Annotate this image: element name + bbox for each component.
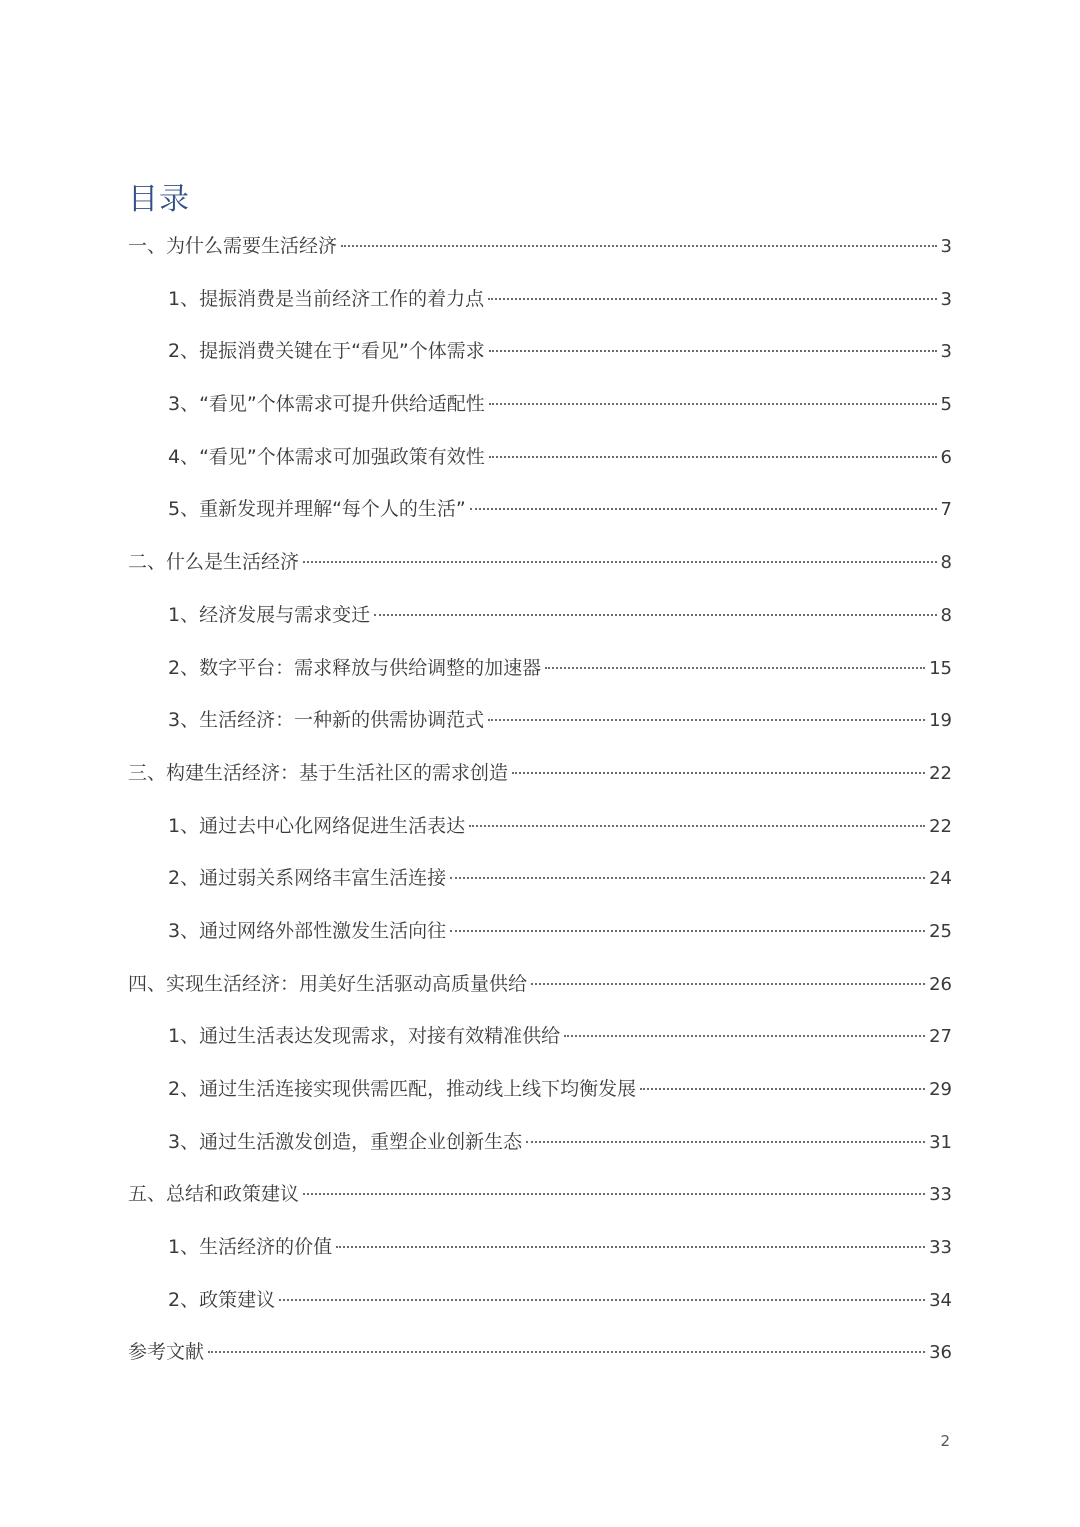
toc-entry-page: 29 xyxy=(929,1079,952,1100)
toc-entry-text: 1、通过去中心化网络促进生活表达 xyxy=(168,814,466,837)
toc-entry-text: 2、通过生活连接实现供需匹配，推动线上线下均衡发展 xyxy=(168,1078,637,1100)
toc-entry-text: 参考文献 xyxy=(128,1341,205,1364)
toc-entry-page: 31 xyxy=(929,1131,952,1153)
toc-dot-leader xyxy=(336,1246,925,1248)
toc-subsection-entry[interactable] xyxy=(128,1221,952,1274)
toc-entry-text: 三、构建生活经济：基于生活社区的需求创造 xyxy=(128,761,509,784)
toc-subsection-entry[interactable] xyxy=(128,1116,952,1169)
toc-section-entry[interactable] xyxy=(128,220,952,273)
toc-entry-text: 一、为什么需要生活经济 xyxy=(128,235,338,257)
toc-entry-page: 8 xyxy=(940,552,952,574)
toc-entry-text: 3、“看见”个体需求可提升供给适配性 xyxy=(168,393,485,416)
toc-subsection-entry[interactable] xyxy=(128,694,952,747)
toc-entry-text: 5、重新发现并理解“每个人的生活” xyxy=(168,498,466,521)
toc-subsection-entry[interactable] xyxy=(128,378,952,431)
toc-entry-page: 26 xyxy=(929,973,952,995)
toc-entry-page: 24 xyxy=(929,868,952,890)
toc-subsection-entry[interactable] xyxy=(128,431,952,484)
toc-subsection-entry[interactable] xyxy=(128,1010,952,1063)
toc-subsection-entry[interactable] xyxy=(128,905,952,958)
toc-entry-text: 2、政策建议 xyxy=(168,1288,276,1311)
toc-entry-text: 五、总结和政策建议 xyxy=(128,1183,300,1206)
toc-section-entry[interactable] xyxy=(128,747,952,800)
toc-subsection-entry[interactable] xyxy=(128,273,952,326)
toc-dot-leader xyxy=(489,350,937,352)
toc-subsection-entry[interactable] xyxy=(128,800,952,853)
toc-entry-text: 四、实现生活经济：用美好生活驱动高质量供给 xyxy=(128,972,528,995)
toc-entry-page: 15 xyxy=(929,657,952,679)
toc-entry-text: 1、提振消费是当前经济工作的着力点 xyxy=(168,287,485,310)
toc-entry-page: 19 xyxy=(929,710,952,732)
toc-dot-leader xyxy=(488,298,936,300)
toc-dot-leader xyxy=(640,1088,925,1090)
toc-list xyxy=(128,220,952,1379)
toc-dot-leader xyxy=(489,403,937,405)
toc-entry-page: 22 xyxy=(929,762,952,784)
toc-subsection-entry[interactable] xyxy=(128,852,952,905)
toc-subsection-entry[interactable] xyxy=(128,642,952,695)
toc-entry-page: 8 xyxy=(940,604,952,626)
toc-entry-text: 1、生活经济的价值 xyxy=(168,1236,333,1259)
toc-entry-page: 27 xyxy=(929,1026,952,1048)
toc-entry-text: 3、通过生活激发创造，重塑企业创新生态 xyxy=(168,1130,523,1153)
toc-subsection-entry[interactable] xyxy=(128,325,952,378)
toc-entry-page: 25 xyxy=(929,920,952,942)
toc-subsection-entry[interactable] xyxy=(128,1063,952,1116)
toc-entry-page: 3 xyxy=(940,236,952,257)
toc-dot-leader xyxy=(450,877,925,879)
toc-entry-page: 7 xyxy=(940,499,952,521)
toc-entry-text: 3、通过网络外部性激发生活向往 xyxy=(168,919,447,942)
toc-dot-leader xyxy=(512,772,925,774)
toc-subsection-entry[interactable] xyxy=(128,589,952,642)
toc-entry-text: 4、“看见”个体需求可加强政策有效性 xyxy=(168,445,485,468)
toc-dot-leader xyxy=(303,1193,925,1195)
toc-entry-page: 34 xyxy=(929,1289,952,1311)
toc-entry-text: 2、通过弱关系网络丰富生活连接 xyxy=(168,867,447,890)
toc-dot-leader xyxy=(545,667,925,669)
toc-dot-leader xyxy=(374,614,936,616)
toc-entry-page: 3 xyxy=(940,288,952,310)
toc-dot-leader xyxy=(526,1141,925,1143)
toc-entry-text: 二、什么是生活经济 xyxy=(128,551,300,574)
toc-dot-leader xyxy=(469,825,925,827)
toc-dot-leader xyxy=(341,245,937,247)
toc-entry-text: 3、生活经济：一种新的供需协调范式 xyxy=(168,709,485,732)
toc-dot-leader xyxy=(531,983,925,985)
page-number: 2 xyxy=(940,1432,950,1450)
toc-subsection-entry[interactable] xyxy=(128,483,952,536)
toc-entry-page: 3 xyxy=(940,341,952,363)
toc-dot-leader xyxy=(564,1035,925,1037)
toc-dot-leader xyxy=(303,561,937,563)
toc-dot-leader xyxy=(488,719,925,721)
toc-title: 目录 xyxy=(128,182,190,217)
toc-dot-leader xyxy=(489,456,937,458)
toc-entry-text: 1、经济发展与需求变迁 xyxy=(168,603,371,626)
toc-section-entry[interactable] xyxy=(128,958,952,1011)
toc-section-entry[interactable] xyxy=(128,536,952,589)
toc-section-entry[interactable] xyxy=(128,1326,952,1379)
toc-entry-text: 2、提振消费关键在于“看见”个体需求 xyxy=(168,340,485,363)
toc-dot-leader xyxy=(470,508,937,510)
toc-entry-page: 33 xyxy=(929,1237,952,1259)
toc-entry-text: 2、数字平台：需求释放与供给调整的加速器 xyxy=(168,656,542,679)
toc-dot-leader xyxy=(208,1351,925,1353)
toc-entry-page: 36 xyxy=(929,1342,952,1364)
toc-entry-page: 6 xyxy=(940,446,952,468)
toc-entry-page: 22 xyxy=(929,815,952,837)
toc-entry-page: 33 xyxy=(929,1184,952,1206)
toc-subsection-entry[interactable] xyxy=(128,1274,952,1327)
toc-entry-text: 1、通过生活表达发现需求，对接有效精准供给 xyxy=(168,1025,561,1048)
toc-section-entry[interactable] xyxy=(128,1168,952,1221)
toc-dot-leader xyxy=(279,1299,925,1301)
toc-entry-page: 5 xyxy=(940,394,952,416)
toc-dot-leader xyxy=(450,930,925,932)
